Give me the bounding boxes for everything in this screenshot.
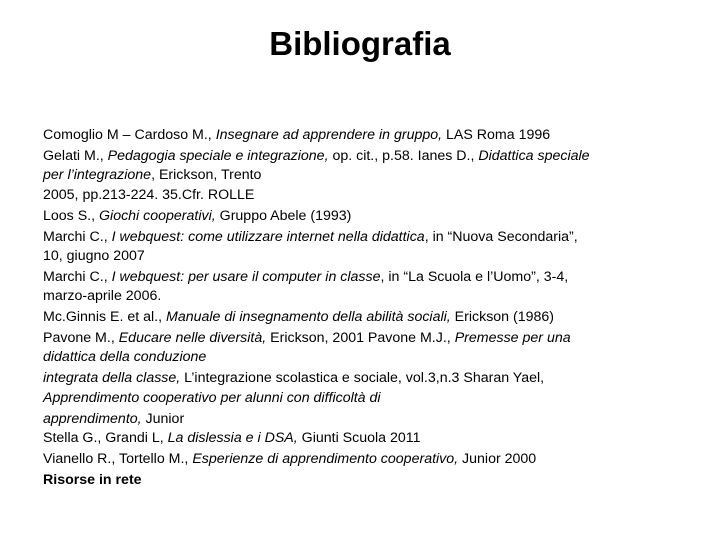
bibliography-entry-continued <box>43 369 683 388</box>
bibliography-entry <box>43 228 683 247</box>
entry-title: Premesse per una <box>454 330 571 347</box>
bibliography-entry <box>43 268 683 287</box>
entry-text: Junior <box>141 410 185 427</box>
bibliography-entry-continued <box>43 410 683 429</box>
entry-title: per l’integrazione <box>43 167 152 184</box>
entry-text: Marchi C., <box>43 268 112 285</box>
bibliography-entry <box>43 450 683 469</box>
entry-text: marzo-aprile 2006. <box>43 288 162 305</box>
entry-title: Educare nelle diversità, <box>118 330 267 347</box>
bibliography-entry <box>43 308 683 327</box>
entry-text: Gelati M., <box>43 147 108 164</box>
bibliography-entry <box>43 329 683 348</box>
entry-title: Didattica speciale <box>478 147 590 164</box>
entry-text: op. cit., p.58. Ianes D., <box>328 147 479 164</box>
entry-text: Pavone M., <box>43 330 119 347</box>
entry-text: Comoglio M – Cardoso M., <box>43 127 216 143</box>
entry-text: , in “La Scuola e l’Uomo”, 3-4, <box>380 268 569 285</box>
bibliography-entry-continued <box>43 287 683 306</box>
entry-title: Manuale di insegnamento della abilità sociali, <box>166 309 451 326</box>
entry-title: I webquest: come utilizzare internet nella didattica <box>111 228 425 245</box>
entry-text: LAS Roma 1996 <box>442 127 551 143</box>
entry-text: Loos S., <box>43 207 99 224</box>
entry-text: Vianello R., Tortello M., <box>43 451 193 467</box>
online-resources-heading: Risorse in rete <box>43 471 142 488</box>
entry-title: apprendimento, <box>43 410 142 427</box>
entry-title: didattica della conduzione <box>43 349 207 366</box>
slide-title: Bibliografia <box>269 25 451 62</box>
entry-title: Insegnare ad apprendere in gruppo, <box>215 127 443 143</box>
entry-title: Pedagogia speciale e integrazione, <box>107 147 329 164</box>
entry-text: 2005, pp.213-224. 35.Cfr. ROLLE <box>43 186 255 203</box>
bibliography-entry <box>43 126 683 145</box>
bibliography-entry-continued <box>43 348 683 367</box>
bibliography-entry-continued <box>43 186 683 205</box>
entry-text: , in “Nuova Secondaria”, <box>424 228 578 245</box>
bibliography-entry-continued <box>43 389 683 408</box>
bibliography-entry <box>43 147 683 166</box>
entry-title: La dislessia e i DSA, <box>167 430 298 447</box>
entry-text: Mc.Ginnis E. et al., <box>43 309 166 326</box>
entry-title: Giochi cooperativi, <box>99 207 216 224</box>
entry-title: I webquest: per usare il computer in classe <box>111 268 381 285</box>
bibliography-entry <box>43 429 683 448</box>
bibliography-entry-continued <box>43 166 683 185</box>
bibliography-entry-continued <box>43 247 683 266</box>
entry-title: Esperienze di apprendimento cooperativo, <box>192 451 459 467</box>
entry-text: Giunti Scuola 2011 <box>297 430 421 447</box>
entry-text: Gruppo Abele (1993) <box>215 207 352 224</box>
entry-title: Apprendimento cooperativo per alunni con difficoltà di <box>43 389 381 406</box>
bibliography-list <box>43 126 683 490</box>
entry-text: Stella G., Grandi L, <box>43 430 168 447</box>
entry-title: integrata della classe, <box>43 370 181 387</box>
entry-text: Erickson (1986) <box>450 309 555 326</box>
bibliography-entry <box>43 207 683 226</box>
entry-text: Marchi C., <box>43 228 112 245</box>
entry-text: , Erickson, Trento <box>151 167 262 184</box>
entry-text: 10, giugno 2007 <box>43 247 145 264</box>
entry-text: Erickson, 2001 Pavone M.J., <box>266 330 455 347</box>
entry-text: L’integrazione scolastica e sociale, vol.3,n.3 Sharan Yael, <box>180 370 545 387</box>
entry-text: Junior 2000 <box>458 451 537 467</box>
